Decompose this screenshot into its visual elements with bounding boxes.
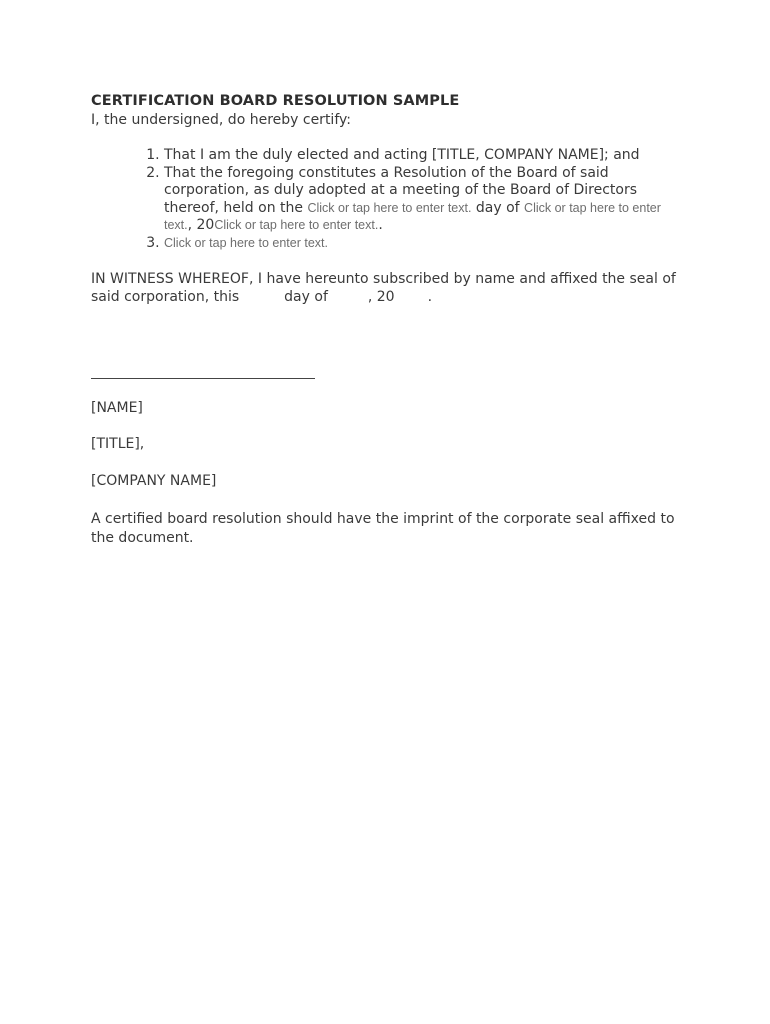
certification-list — [91, 147, 684, 252]
list-item-text: . — [378, 217, 383, 233]
signature-title: [TITLE], — [91, 436, 145, 452]
list-item-text: day of — [471, 199, 525, 216]
meeting-month-placeholder[interactable]: Click or tap here to enter text. — [164, 200, 661, 232]
witness-paragraph — [91, 270, 691, 306]
witness-text: day of — [284, 289, 328, 305]
item-three-placeholder[interactable]: Click or tap here to enter text. — [164, 235, 328, 250]
list-item — [164, 147, 684, 165]
list-item — [164, 165, 684, 235]
witness-text: . — [427, 289, 433, 305]
witness-text: IN WITNESS WHEREOF, I have hereunto subscribed by name and affixed the seal of said corporation, this — [91, 271, 676, 305]
signature-name: [NAME] — [91, 400, 143, 416]
meeting-day-placeholder[interactable]: Click or tap here to enter text. — [307, 200, 472, 215]
intro-text: I, the undersigned, do hereby certify: — [91, 112, 351, 128]
document-page — [91, 92, 691, 548]
seal-note: A certified board resolution should have the imprint of the corporate seal affixed to the document. — [91, 511, 675, 546]
document-title: CERTIFICATION BOARD RESOLUTION SAMPLE — [91, 93, 460, 109]
list-item-text: , 20 — [187, 217, 215, 233]
list-item — [164, 235, 684, 253]
list-item-text: That I am the duly elected and acting [TITLE, COMPANY NAME]; and — [164, 147, 640, 163]
list-item-text: That the foregoing constitutes a Resolution of the Board of said corporation, as duly adopted at a meeting of the Board of Directors thereof, held on the — [164, 164, 638, 216]
signature-company: [COMPANY NAME] — [91, 473, 217, 489]
signature-line — [91, 378, 315, 379]
meeting-year-placeholder[interactable]: Click or tap here to enter text. — [214, 218, 379, 232]
witness-text: , 20 — [367, 289, 395, 305]
